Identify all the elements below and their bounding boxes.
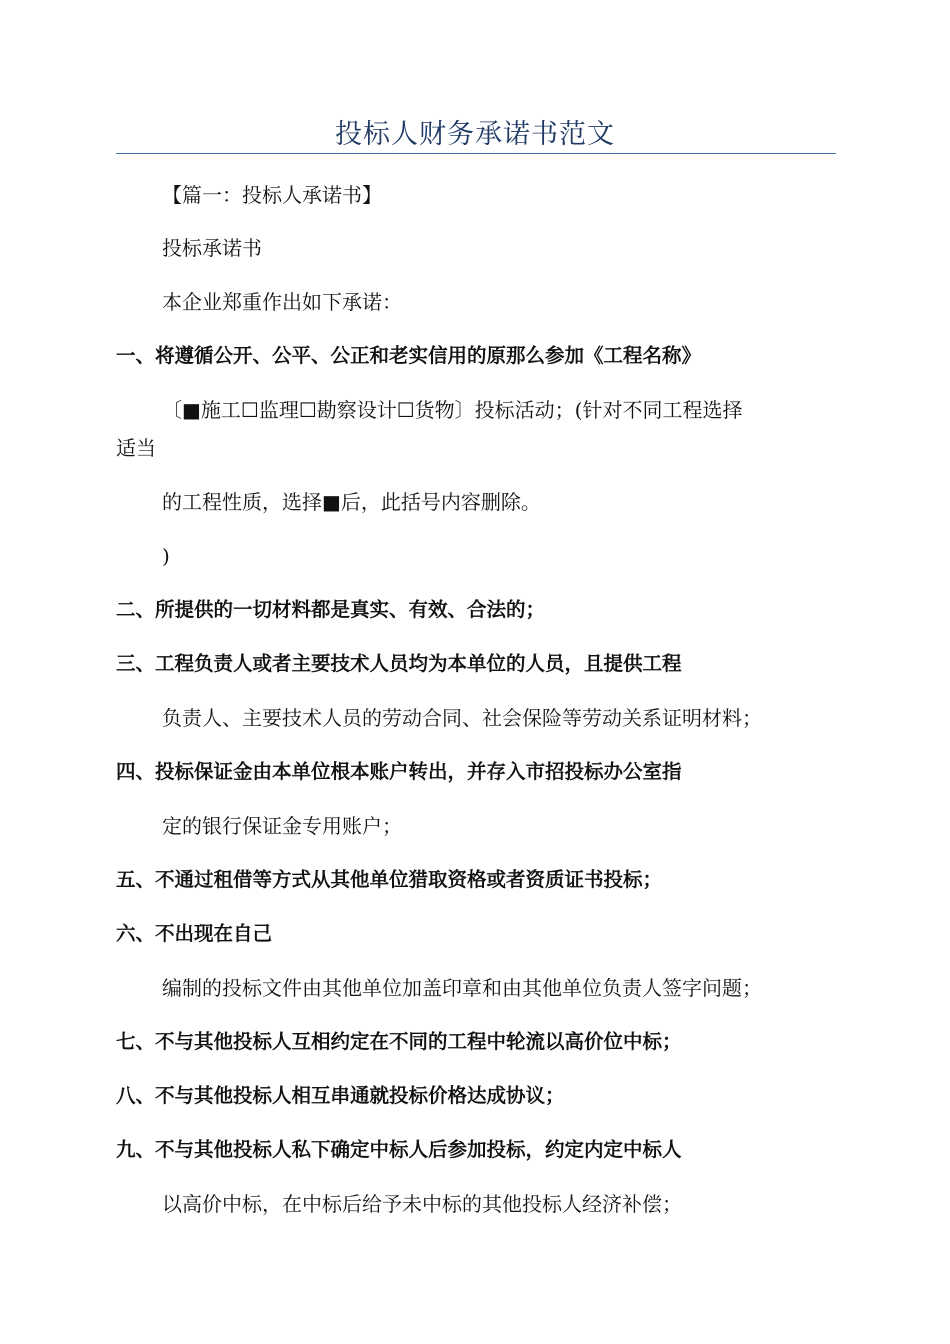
pledge-item-3-cont: 负责人、主要技术人员的劳动合同、社会保险等劳动关系证明材料； [162, 706, 762, 730]
pledge-item-3: 三、工程负责人或者主要技术人员均为本单位的人员，且提供工程 [116, 652, 682, 675]
pledge-item-4: 四、投标保证金由本单位根本账户转出，并存入市招投标办公室指 [116, 760, 682, 783]
intro-line: 本企业郑重作出如下承诺： [162, 290, 402, 314]
pledge-item-8: 八、不与其他投标人相互串通就投标价格达成协议； [116, 1084, 565, 1107]
pledge-item-4-cont: 定的银行保证金专用账户； [162, 814, 402, 838]
pledge-item-2: 二、所提供的一切材料都是真实、有效、合法的； [116, 598, 546, 621]
pledge-item-5: 五、不通过租借等方式从其他单位猎取资格或者资质证书投标； [116, 868, 663, 891]
pledge-item-9-cont: 以高价中标，在中标后给予未中标的其他投标人经济补偿； [162, 1192, 682, 1216]
pledge-item-7: 七、不与其他投标人互相约定在不同的工程中轮流以高价位中标； [116, 1030, 682, 1053]
document-title: 投标人财务承诺书范文 [335, 119, 615, 150]
pledge-item-6-cont: 编制的投标文件由其他单位加盖印章和由其他单位负责人签字问题； [162, 976, 762, 1000]
pledge-item-1-wrap: 适当 [116, 436, 156, 460]
pledge-item-9: 九、不与其他投标人私下确定中标人后参加投标，约定内定中标人 [116, 1138, 682, 1161]
subtitle-line: 投标承诺书 [162, 236, 262, 260]
pledge-item-1-cont: 〔■施工☐监理☐勘察设计☐货物〕投标活动；(针对不同工程选择 [162, 398, 743, 422]
pledge-item-1-note: 的工程性质，选择■后，此括号内容删除。 [162, 490, 541, 514]
section-heading: 【篇一：投标人承诺书】 [162, 183, 382, 207]
pledge-item-6: 六、不出现在自己 [116, 922, 273, 945]
title-underline [116, 153, 836, 154]
pledge-item-1-close: ) [162, 544, 170, 568]
pledge-item-1: 一、将遵循公开、公平、公正和老实信用的原那么参加《工程名称》 [116, 344, 702, 367]
